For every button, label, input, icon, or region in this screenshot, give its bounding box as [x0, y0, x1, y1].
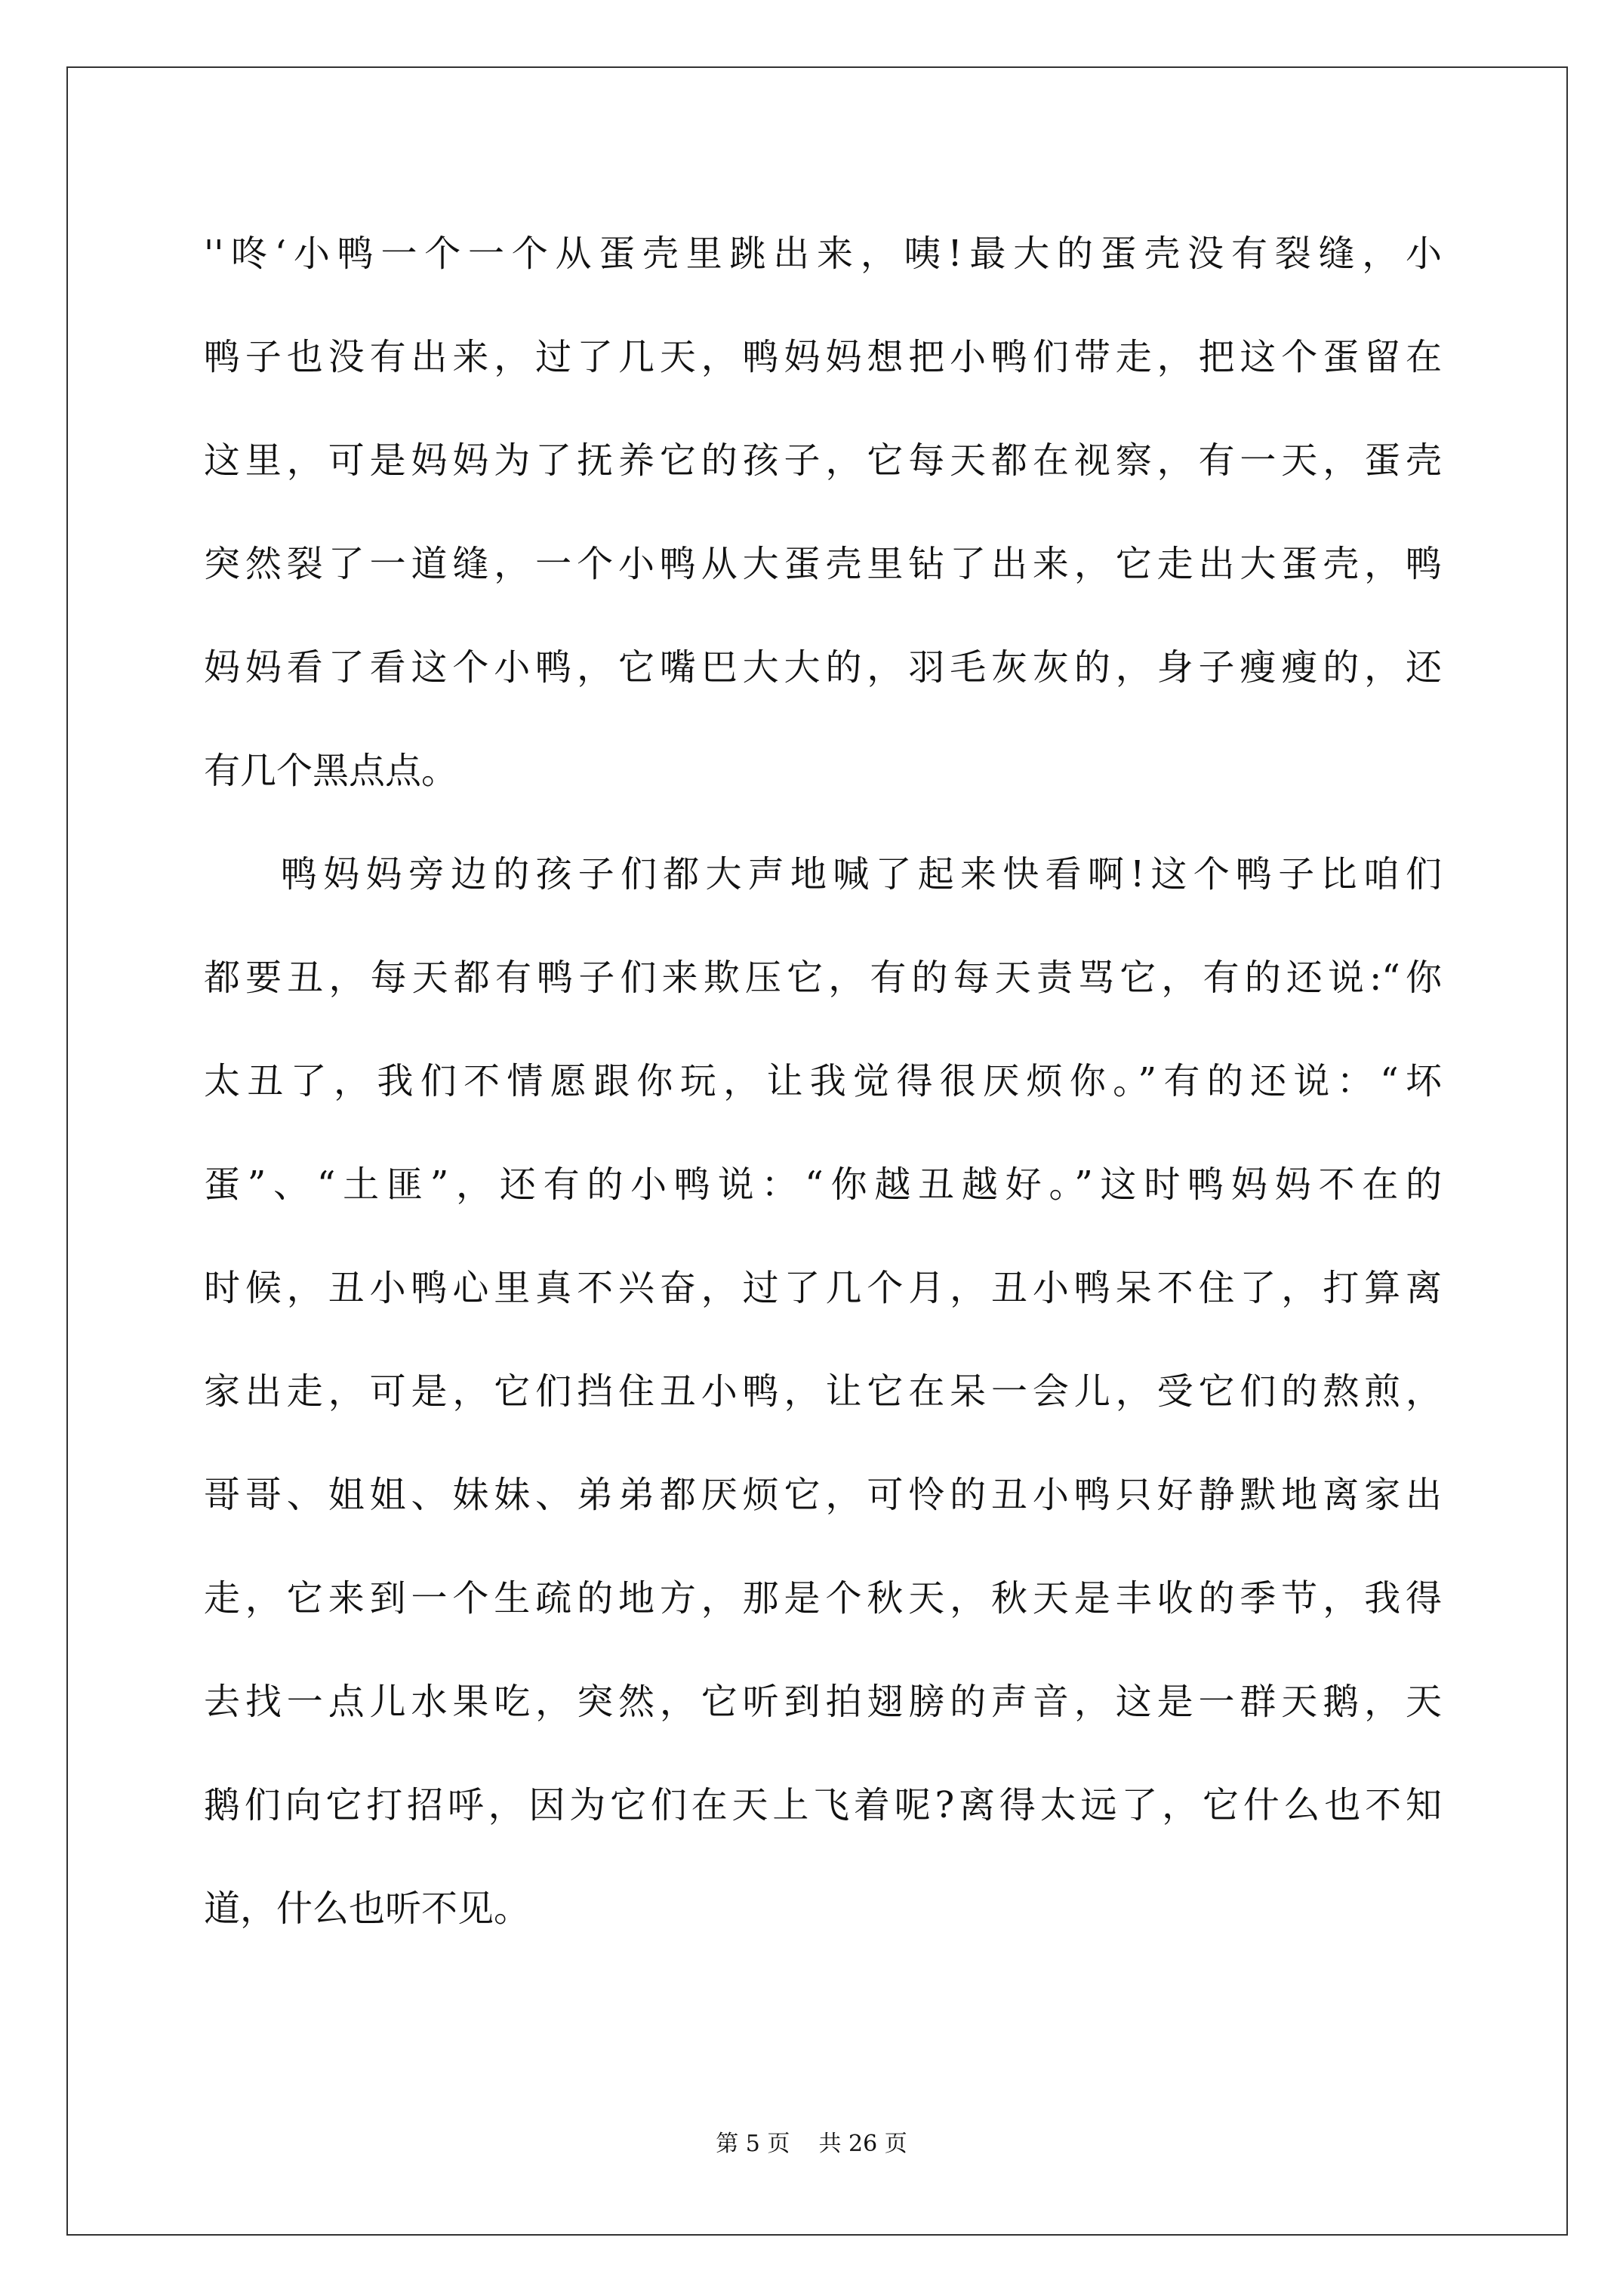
paragraph-2-line-3: 太丑了，我们不情愿跟你玩，让我觉得很厌烦你。”有的还说：“坏	[204, 1060, 1442, 1102]
paragraph-2-line-6: 家出走，可是，它们挡住丑小鸭，让它在呆一会儿，受它们的熬煎，	[204, 1370, 1442, 1413]
paragraph-1-line-6: 有几个黑点点。	[204, 750, 458, 792]
paragraph-2-line-8: 走，它来到一个生疏的地方，那是个秋天，秋天是丰收的季节，我得	[204, 1577, 1442, 1620]
paragraph-1-line-3: 这里，可是妈妈为了抚养它的孩子，它每天都在视察，有一天，蛋壳	[204, 439, 1442, 482]
paragraph-2-line-7: 哥哥、姐姐、妹妹、弟弟都厌烦它，可怜的丑小鸭只好静默地离家出	[204, 1474, 1442, 1516]
paragraph-1-line-2: 鸭子也没有出来，过了几天，鸭妈妈想把小鸭们带走，把这个蛋留在	[204, 336, 1442, 378]
paragraph-1-line-1: ''咚‘小鸭一个一个从蛋壳里跳出来，咦!最大的蛋壳没有裂缝，小	[204, 233, 1442, 275]
paragraph-2-line-2: 都要丑，每天都有鸭子们来欺压它，有的每天责骂它，有的还说:“你	[204, 957, 1442, 999]
paragraph-1-line-4: 突然裂了一道缝，一个小鸭从大蛋壳里钻了出来，它走出大蛋壳，鸭	[204, 543, 1442, 585]
paragraph-2-line-1: 鸭妈妈旁边的孩子们都大声地喊了起来快看啊!这个鸭子比咱们	[281, 853, 1442, 895]
paragraph-2-line-9: 去找一点儿水果吃，突然，它听到拍翅膀的声音，这是一群天鹅，天	[204, 1681, 1442, 1723]
paragraph-2-line-10: 鹅们向它打招呼，因为它们在天上飞着呢?离得太远了，它什么也不知	[204, 1784, 1442, 1826]
paragraph-1-line-5: 妈妈看了看这个小鸭，它嘴巴大大的，羽毛灰灰的，身子瘦瘦的，还	[204, 646, 1442, 689]
paragraph-2-line-5: 时候，丑小鸭心里真不兴奋，过了几个月，丑小鸭呆不住了，打算离	[204, 1267, 1442, 1309]
paragraph-2-line-11: 道，什么也听不见。	[204, 1888, 531, 1930]
paragraph-2-line-4: 蛋”、“土匪”，还有的小鸭说：“你越丑越好。”这时鸭妈妈不在的	[204, 1163, 1442, 1206]
page-number-footer: 第 5 页 共 26 页	[716, 2131, 907, 2157]
